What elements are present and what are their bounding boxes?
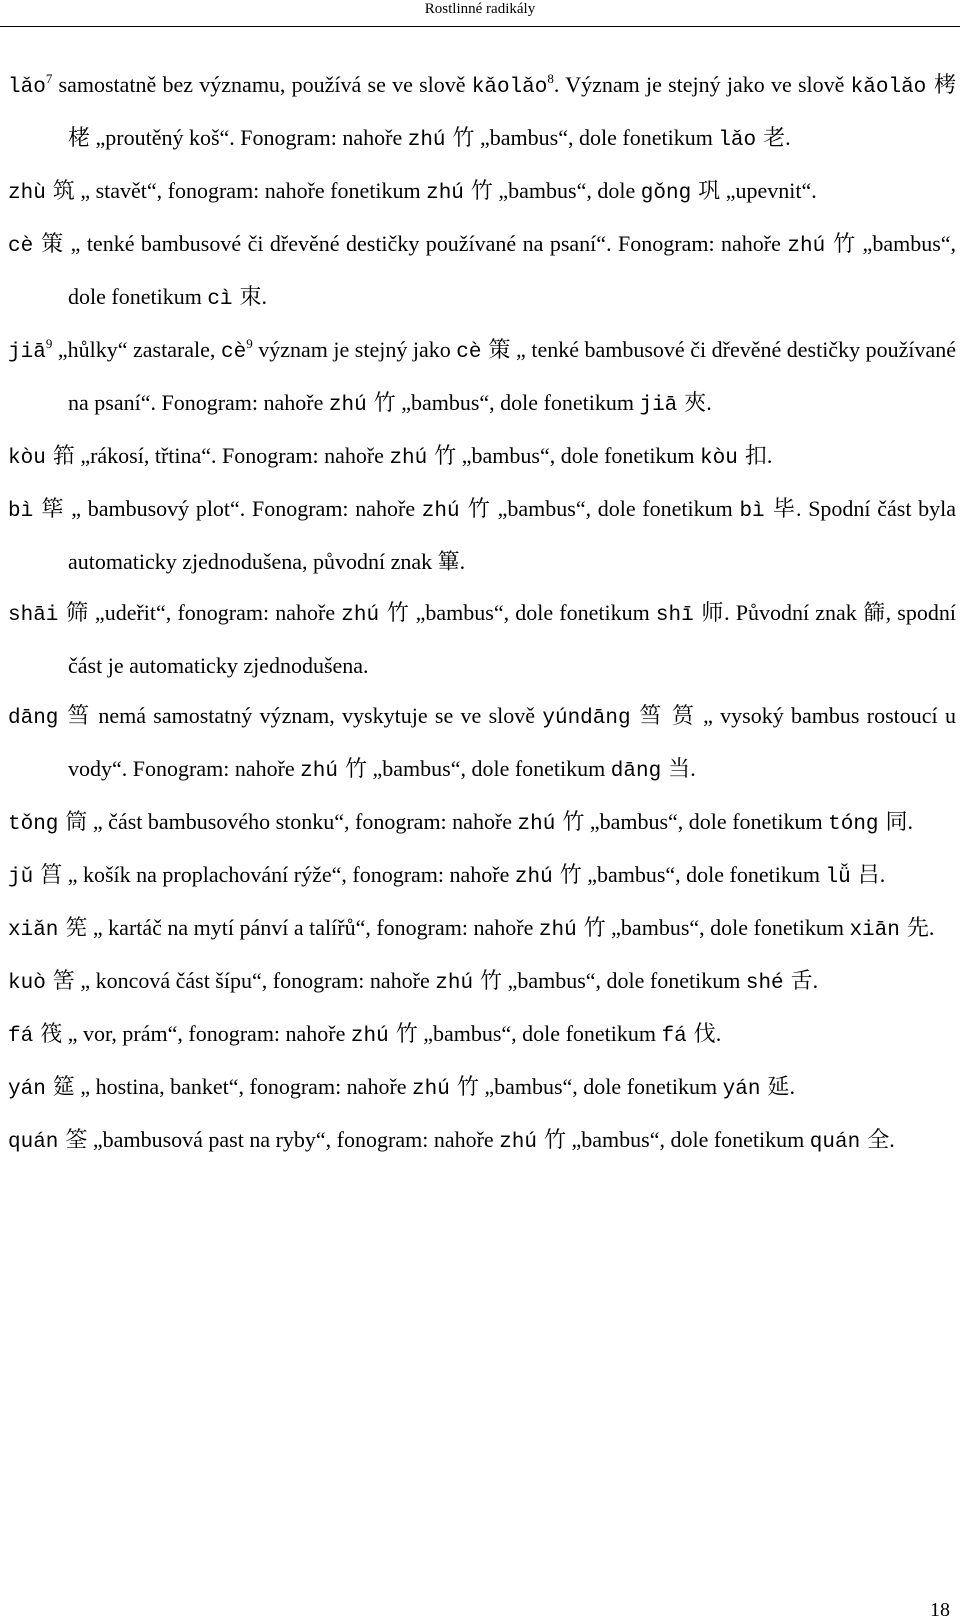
pinyin-ref: zhú — [389, 447, 428, 470]
hanzi: 老 — [756, 126, 786, 151]
pinyin-ref: zhú — [407, 129, 446, 152]
pinyin-ref: cè — [220, 341, 247, 364]
entry-text: . Význam je stejný jako ve slově — [553, 72, 851, 97]
entry-text: význam je stejný jako — [252, 337, 457, 362]
dictionary-entries — [8, 60, 956, 1168]
entry-text: „udeřit“, fonogram: nahoře — [88, 600, 342, 625]
pinyin-ref: kǎolǎo — [471, 76, 548, 99]
entry-pinyin: xiǎn — [8, 919, 59, 942]
pinyin-ref: zhú — [328, 394, 367, 417]
entry-text: „bambus“, dole fonetikum — [395, 390, 640, 415]
pinyin-ref: zhú — [538, 919, 577, 942]
entry-zhu — [8, 166, 956, 219]
hanzi: 竹 — [366, 391, 396, 416]
hanzi: 朿 — [232, 285, 262, 310]
hanzi: 竹 — [576, 916, 606, 941]
entry-lao — [8, 60, 956, 166]
running-header — [0, 0, 960, 27]
pinyin-ref: kòu — [700, 447, 738, 470]
hanzi: 伐 — [686, 1022, 716, 1047]
pinyin-ref: bì — [739, 500, 765, 523]
entry-hanzi: 策 — [33, 232, 65, 257]
hanzi: 竹 — [463, 179, 493, 204]
entry-text: „upevnit“. — [720, 178, 817, 203]
footnote-ref: 9 — [45, 336, 53, 351]
entry-text: „ část bambusového stonku“, fonogram: nahoře — [87, 809, 518, 834]
entry-hanzi: 筅 — [58, 916, 88, 941]
entry-ce — [8, 219, 956, 325]
pinyin-ref: zhú — [514, 866, 553, 889]
pinyin-ref: zhú — [426, 182, 464, 205]
pinyin-ref: zhú — [300, 760, 338, 783]
entry-jia — [8, 325, 956, 431]
entry-text: . — [812, 968, 819, 993]
hanzi: 竹 — [473, 969, 503, 994]
pinyin-ref: zhú — [499, 1131, 537, 1154]
hanzi: 舌 — [783, 969, 813, 994]
pinyin-ref: zhú — [421, 500, 460, 523]
entry-text: „ stavět“, fonogram: nahoře fonetikum — [74, 178, 427, 203]
pinyin-ref: lǚ — [825, 866, 851, 889]
entry-shai — [8, 588, 956, 691]
pinyin-ref: yúndāng — [542, 707, 631, 730]
entry-hanzi: 筜 — [58, 704, 92, 729]
entry-text: „ tenké bambusové či dřevěné destičky používané na psaní“. Fonogram: nahoře — [68, 337, 957, 415]
entry-pinyin: kòu — [8, 447, 46, 470]
entry-text: . — [459, 549, 466, 574]
pinyin-ref: yán — [722, 1078, 761, 1101]
entry-xian — [8, 903, 956, 956]
hanzi: 竹 — [388, 1022, 418, 1047]
footnote-ref: 7 — [45, 71, 53, 86]
pinyin-ref: jiā — [639, 394, 678, 417]
hanzi: 篳 — [437, 550, 460, 575]
entry-pinyin: kuò — [8, 972, 46, 995]
hanzi: 竹 — [537, 1128, 566, 1153]
entry-hanzi: 筥 — [33, 863, 63, 888]
entry-text: „bambus“, dole fonetikum — [409, 600, 656, 625]
entry-dang — [8, 691, 956, 797]
entry-fa — [8, 1009, 956, 1062]
entry-pinyin: bì — [8, 500, 34, 523]
hanzi: 师 — [693, 601, 725, 626]
header-title: Rostlinné radikály — [424, 1, 536, 17]
entry-hanzi: 筈 — [45, 969, 75, 994]
hanzi: 策 — [481, 338, 511, 363]
pinyin-ref: dāng — [610, 760, 662, 783]
entry-pinyin: lǎo — [8, 76, 46, 99]
entry-text: „hůlky“ zastarale, — [52, 337, 221, 362]
entry-text: . — [261, 284, 268, 309]
entry-hanzi: 筏 — [33, 1022, 63, 1047]
pinyin-ref: xiān — [849, 919, 900, 942]
pinyin-ref: zhú — [412, 1078, 450, 1101]
entry-hanzi: 筵 — [45, 1075, 75, 1100]
pinyin-ref: shé — [745, 972, 784, 995]
footnote-ref: 9 — [246, 336, 253, 351]
pinyin-ref: fá — [661, 1025, 687, 1048]
entry-text: „ hostina, banket“, fonogram: nahoře — [74, 1074, 413, 1099]
entry-text: . — [889, 1127, 895, 1152]
pinyin-ref: cì — [207, 288, 233, 311]
entry-text: . — [928, 915, 935, 940]
entry-pinyin: dāng — [8, 707, 59, 730]
entry-text: „bambus“, dole fonetikum — [68, 231, 957, 309]
entry-text: . — [785, 125, 791, 150]
entry-text: „ kartáč na mytí pánví a talířů“, fonogram: nahoře — [87, 915, 539, 940]
hanzi: 筜 筼 — [630, 704, 696, 729]
entry-text: . — [907, 809, 914, 834]
pinyin-ref: shī — [655, 604, 694, 627]
hanzi: 毕 — [764, 497, 797, 522]
page-number: 18 — [930, 1599, 950, 1621]
entry-ju — [8, 850, 956, 903]
hanzi: 竹 — [427, 444, 457, 469]
entry-text: „ košík na proplachování rýže“, fonogram: nahoře — [62, 862, 515, 887]
pinyin-ref: zhú — [787, 235, 826, 258]
entry-text: „bambus“, dole fonetikum — [584, 809, 829, 834]
entry-bi — [8, 484, 956, 588]
hanzi: 巩 — [691, 179, 721, 204]
entry-pinyin: tǒng — [8, 813, 59, 836]
entry-pinyin: jiā — [8, 341, 46, 364]
hanzi: 竹 — [459, 497, 491, 522]
entry-pinyin: yán — [8, 1078, 46, 1101]
entry-pinyin: cè — [8, 235, 34, 258]
entry-pinyin: jǔ — [8, 866, 34, 889]
entry-hanzi: 筚 — [33, 497, 65, 522]
entry-text: „bambusová past na ryby“, fonogram: nahoře — [87, 1127, 500, 1152]
entry-text: samostatně bez významu, používá se ve slově — [52, 72, 472, 97]
entry-text: . — [706, 390, 712, 415]
entry-text: , spodní část je automaticky zjednodušena. — [68, 600, 956, 678]
entry-text: „bambus“, dole fonetikum — [478, 1074, 723, 1099]
pinyin-ref: zhú — [435, 972, 474, 995]
entry-quan — [8, 1115, 956, 1168]
hanzi: 竹 — [445, 126, 475, 151]
entry-pinyin: zhù — [8, 182, 46, 205]
pinyin-ref: zhú — [341, 604, 380, 627]
entry-text: „ vor, prám“, fonogram: nahoře — [62, 1021, 351, 1046]
hanzi: 竹 — [555, 810, 585, 835]
hanzi: 栲栳 — [68, 73, 957, 151]
pinyin-ref: gǒng — [640, 182, 692, 205]
pinyin-ref: quán — [809, 1131, 861, 1154]
entry-hanzi: 筒 — [58, 810, 88, 835]
pinyin-ref: cè — [456, 341, 482, 364]
entry-text: „bambus“, dole fonetikum — [502, 968, 746, 993]
hanzi: 竹 — [337, 757, 367, 782]
hanzi: 竹 — [449, 1075, 479, 1100]
entry-kou — [8, 431, 956, 484]
entry-text: . — [766, 443, 773, 468]
hanzi: 竹 — [379, 601, 410, 626]
hanzi: 扣 — [737, 444, 767, 469]
entry-text: . Spodní část byla automaticky zjednodušena, původní znak — [68, 496, 956, 574]
entry-text: „bambus“, dole fonetikum — [417, 1021, 662, 1046]
entry-pinyin: quán — [8, 1131, 59, 1154]
entry-text: „ koncová část šípu“, fonogram: nahoře — [74, 968, 436, 993]
entry-text: „bambus“, dole fonetikum — [474, 125, 719, 150]
entry-tong — [8, 797, 956, 850]
entry-text: „bambus“, dole fonetikum — [490, 496, 740, 521]
entry-hanzi: 筑 — [45, 179, 75, 204]
entry-yan — [8, 1062, 956, 1115]
entry-text: „bambus“, dole fonetikum — [456, 443, 701, 468]
hanzi: 篩 — [862, 601, 886, 626]
entry-text: . — [690, 756, 696, 781]
entry-text: nemá samostatný význam, vyskytuje se ve slově — [91, 703, 543, 728]
entry-text: „ vysoký bambus rostoucí u vody“. Fonogram: nahoře — [68, 703, 956, 781]
entry-text: „bambus“, dole fonetikum — [366, 756, 611, 781]
entry-hanzi: 筛 — [58, 601, 89, 626]
entry-kuo — [8, 956, 956, 1009]
entry-text: „ tenké bambusové či dřevěné destičky používané na psaní“. Fonogram: nahoře — [64, 231, 788, 256]
hanzi: 同 — [878, 810, 908, 835]
entry-hanzi: 筘 — [45, 444, 75, 469]
entry-text: . — [789, 1074, 795, 1099]
entry-text: „bambus“, dole fonetikum — [605, 915, 850, 940]
entry-text: . — [715, 1021, 722, 1046]
entry-text: „bambus“, dole fonetikum — [566, 1127, 810, 1152]
entry-text: „rákosí, třtina“. Fonogram: nahoře — [74, 443, 390, 468]
pinyin-ref: tóng — [828, 813, 879, 836]
entry-hanzi: 筌 — [58, 1128, 88, 1153]
entry-text: „ bambusový plot“. Fonogram: nahoře — [64, 496, 422, 521]
footnote-ref: 8 — [547, 71, 554, 86]
entry-text: . Původní znak — [724, 600, 863, 625]
hanzi: 夾 — [677, 391, 707, 416]
pinyin-ref: zhú — [350, 1025, 389, 1048]
entry-text: „proutěný koš“. Fonogram: nahoře — [90, 125, 408, 150]
hanzi: 先 — [899, 916, 929, 941]
hanzi: 延 — [760, 1075, 790, 1100]
entry-text: „bambus“, dole — [492, 178, 641, 203]
pinyin-ref: kǎolǎo — [850, 76, 927, 99]
hanzi: 竹 — [552, 863, 582, 888]
pinyin-ref: zhú — [517, 813, 556, 836]
hanzi: 全 — [860, 1128, 890, 1153]
entry-pinyin: shāi — [8, 604, 59, 627]
entry-text: „bambus“, dole fonetikum — [581, 862, 826, 887]
hanzi: 吕 — [850, 863, 880, 888]
entry-text: . — [879, 862, 886, 887]
hanzi: 竹 — [825, 232, 857, 257]
hanzi: 当 — [661, 757, 691, 782]
pinyin-ref: lǎo — [718, 129, 757, 152]
entry-pinyin: fá — [8, 1025, 34, 1048]
